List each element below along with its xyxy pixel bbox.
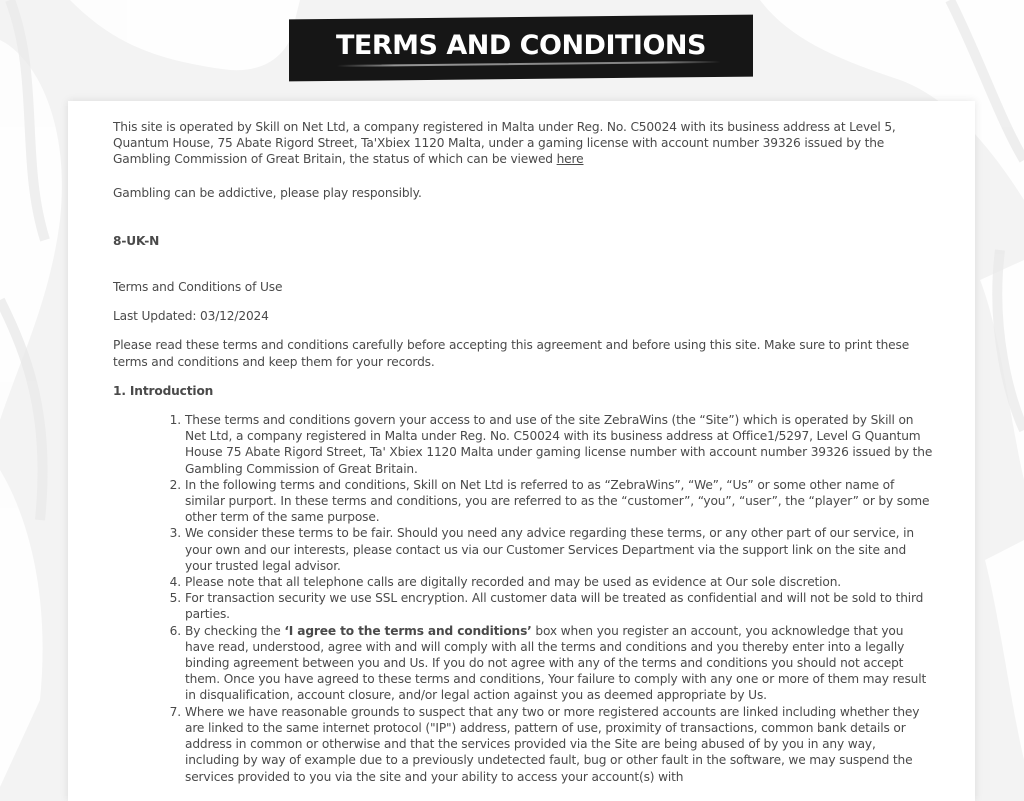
list-item: [169, 477, 933, 526]
page-title-banner: [289, 15, 753, 82]
list-item-text: Please note that all telephone calls are digitally recorded and may be used as evidence at Our sole discretion.: [185, 575, 842, 590]
operator-text: This site is operated by Skill on Net Ltd, a company registered in Malta under Reg. No. C50024 with its business address at Level 5, Quantum House, 75 Abate Rigord Street, Ta'Xbiex 1120 Malta, under a gaming license with account number 39326 issued by the Gambling Commission of Great Britain, the status of which can be viewed: [113, 120, 896, 167]
title-brush-underline: [337, 61, 721, 67]
list-number: 6.: [169, 623, 181, 638]
introduction-terms-list: [113, 412, 933, 785]
document-code: 8-UK-N: [113, 233, 160, 248]
list-item: [169, 704, 933, 785]
terms-document: [113, 119, 933, 785]
list-item: [169, 412, 933, 477]
list-number: 4.: [169, 575, 181, 590]
list-number: 5.: [169, 591, 181, 606]
document-title: Terms and Conditions of Use: [113, 280, 283, 295]
list-item: [169, 525, 933, 574]
list-item-text: Where we have reasonable grounds to suspect that any two or more registered accounts are linked including whether they are linked to the same internet protocol ("IP") address, pattern of use, proximity of transactions, common bank details or address in common or otherwise and that the services provided via the Site are being abused of by you in any way, including by way of example due to a previously undetected fault, bug or other fault in the software, we may suspend the services provided to you via the site and your ability to access your account(s) with: [185, 704, 920, 784]
list-item: [169, 590, 933, 622]
list-item-text: In the following terms and conditions, Skill on Net Ltd is referred to as “ZebraWins”, “We”, “Us” or some other name of similar purport. In these terms and conditions, you are referred to as the “customer”, “you”, “user”, the “player” or by some other term of the same purpose.: [185, 477, 930, 525]
agree-checkbox-label-reference: ‘I agree to the terms and conditions’: [284, 623, 532, 638]
list-item-text: These terms and conditions govern your access to and use of the site ZebraWins (the “Site”) which is operated by Skill on Net Ltd, a company registered in Malta under Reg. No. C50024 with its business address at Office1/5297, Level G Quantum House 75 Abate Rigord Street, Ta' Xbiex 1120 Malta under gaming license number with account number 39326 issued by the Gambling Commission of Great Britain.: [185, 413, 933, 476]
list-number: 7.: [169, 704, 181, 719]
list-item: [169, 623, 933, 704]
list-number: 1.: [169, 413, 181, 428]
page-title: TERMS AND CONDITIONS: [336, 29, 706, 61]
list-item-text: We consider these terms to be fair. Should you need any advice regarding these terms, or any other part of our service, in your own and our interests, please contact us via our Customer Services Department via the support link on the site and your trusted legal advisor.: [185, 526, 914, 573]
read-notice: Please read these terms and conditions carefully before accepting this agreement and before using this site. Make sure to print these terms and conditions and keep them for your records.: [113, 338, 910, 369]
list-item: [169, 574, 933, 590]
license-status-link[interactable]: here: [556, 152, 584, 167]
operator-info: [113, 119, 933, 168]
list-number: 2.: [169, 477, 181, 492]
list-number: 3.: [169, 526, 181, 541]
list-item-text: box when you register an account, you acknowledge that you have read, understood, agree with and will comply with all the terms and conditions and you thereby enter into a legally binding agreement between you and Us. If you do not agree with any of the terms and conditions you should not accept them. Once you have agreed to these terms and conditions, Your failure to comply with any one or more of them may result in disqualification, account closure, and/or legal action against you as deemed appropriate by Us.: [185, 623, 927, 703]
section-heading-introduction: 1. Introduction: [113, 383, 214, 398]
last-updated: Last Updated: 03/12/2024: [113, 309, 269, 324]
gambling-notice: Gambling can be addictive, please play responsibly.: [113, 185, 422, 200]
terms-content-card: [68, 101, 975, 801]
list-item-text: For transaction security we use SSL encryption. All customer data will be treated as confidential and will not be sold to third parties.: [185, 591, 924, 622]
list-item-text: By checking the: [185, 623, 285, 638]
